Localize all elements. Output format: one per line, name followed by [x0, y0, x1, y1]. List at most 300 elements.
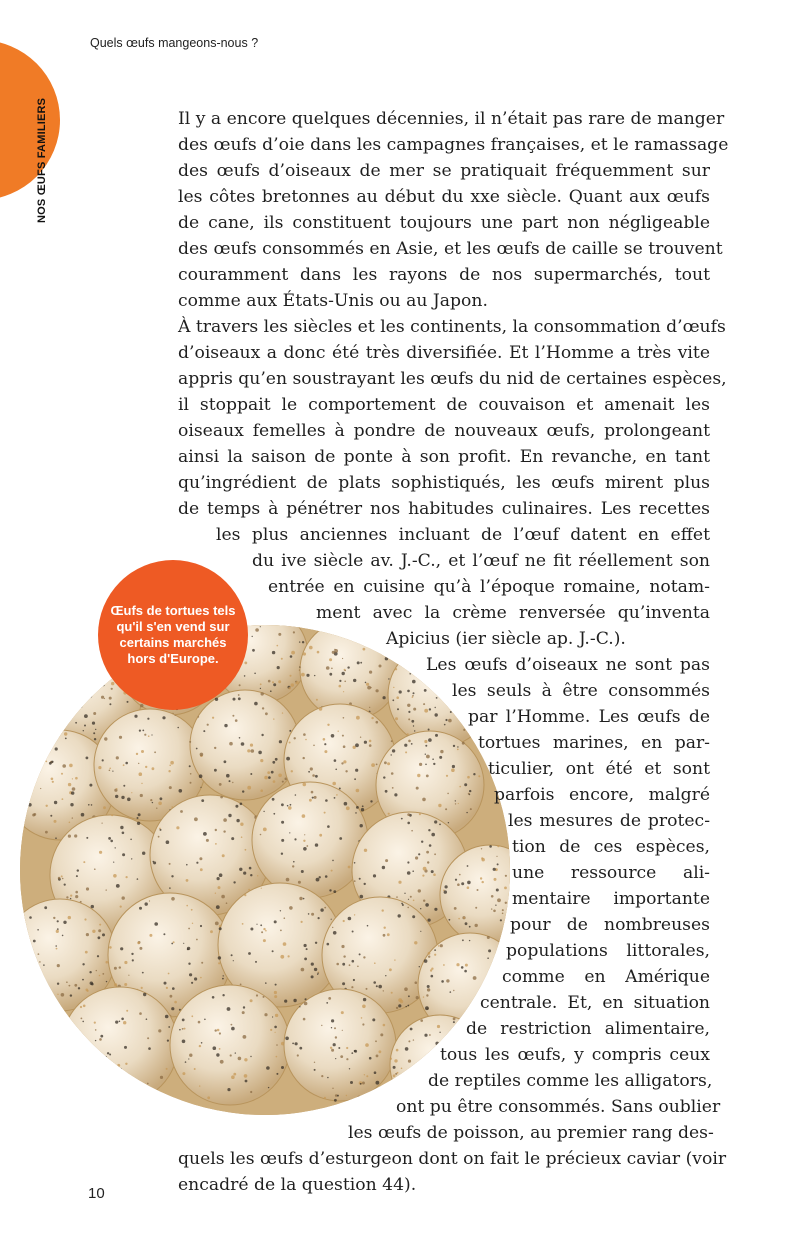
sand-grain: [341, 1011, 344, 1014]
sand-grain: [39, 961, 41, 963]
sand-grain: [407, 907, 409, 909]
sand-grain: [64, 725, 66, 727]
sand-grain: [272, 651, 275, 654]
sand-grain: [291, 770, 293, 772]
sand-grain: [320, 908, 323, 911]
sand-grain: [419, 763, 422, 766]
sand-grain: [249, 867, 252, 870]
sand-grain: [232, 782, 233, 783]
sand-grain: [57, 983, 59, 985]
sand-grain: [360, 662, 362, 664]
sand-grain: [81, 1018, 83, 1020]
sand-grain: [419, 1074, 420, 1075]
sand-grain: [303, 840, 305, 842]
sand-grain: [339, 685, 342, 688]
sand-grain: [404, 744, 407, 747]
sand-grain: [355, 769, 358, 772]
body-line: tortues marines, en par-: [478, 733, 710, 753]
sand-grain: [95, 1040, 96, 1041]
sand-grain: [334, 1027, 336, 1029]
sand-grain: [277, 645, 279, 647]
body-line: tous les œufs, y compris ceux: [440, 1045, 710, 1065]
sand-grain: [148, 1047, 151, 1050]
sand-grain: [196, 748, 198, 750]
sand-grain: [194, 817, 198, 821]
sand-grain: [375, 1040, 377, 1042]
sand-grain: [41, 995, 43, 997]
sand-grain: [394, 959, 395, 960]
sand-grain: [295, 794, 297, 796]
sand-grain: [167, 1040, 169, 1042]
sand-grain: [149, 934, 152, 937]
sand-grain: [123, 1021, 126, 1024]
sand-grain: [142, 852, 145, 855]
body-line: comme en Amérique: [502, 967, 710, 987]
sand-grain: [131, 858, 132, 859]
sand-grain: [324, 750, 327, 753]
sand-grain: [116, 884, 120, 888]
sand-grain: [369, 1057, 372, 1060]
sand-grain: [263, 928, 265, 930]
sand-grain: [324, 812, 326, 814]
sand-grain: [303, 757, 305, 759]
sand-grain: [311, 963, 314, 966]
sand-grain: [372, 1018, 375, 1021]
sand-grain: [366, 683, 369, 686]
sand-grain: [342, 963, 345, 966]
sand-grain: [385, 975, 386, 976]
sand-grain: [291, 651, 295, 655]
sand-grain: [263, 828, 267, 832]
sand-grain: [106, 889, 107, 890]
sand-grain: [356, 789, 360, 793]
sand-grain: [68, 835, 71, 838]
sand-grain: [413, 708, 416, 711]
sand-grain: [200, 925, 202, 927]
sand-grain: [62, 798, 64, 800]
sand-grain: [260, 834, 262, 836]
sand-grain: [260, 688, 261, 689]
sand-grain: [364, 626, 367, 629]
sand-grain: [137, 822, 140, 825]
body-line: les œufs de poisson, au premier rang des-: [348, 1123, 714, 1143]
sand-grain: [53, 917, 55, 919]
sand-grain: [75, 891, 78, 894]
sand-grain: [334, 1099, 337, 1102]
sand-grain: [22, 796, 24, 798]
sand-grain: [294, 737, 296, 739]
sand-grain: [445, 719, 447, 721]
sand-grain: [240, 984, 242, 986]
sand-grain: [278, 633, 281, 636]
sand-grain: [177, 727, 179, 729]
sand-grain: [144, 734, 146, 736]
sand-grain: [55, 837, 57, 839]
sand-grain: [481, 857, 483, 859]
sand-grain: [250, 773, 252, 775]
sand-grain: [281, 658, 283, 660]
sand-grain: [469, 926, 471, 928]
sand-grain: [56, 948, 58, 950]
sand-grain: [192, 923, 193, 924]
sand-grain: [356, 716, 360, 720]
sand-grain: [361, 808, 364, 811]
sand-grain: [314, 1062, 315, 1063]
sand-grain: [311, 975, 314, 978]
sand-grain: [239, 868, 242, 871]
sand-grain: [229, 780, 231, 782]
sand-grain: [294, 838, 296, 840]
sand-grain: [440, 693, 443, 696]
sand-grain: [288, 806, 292, 810]
sand-grain: [85, 951, 88, 954]
sand-grain: [141, 750, 144, 753]
sand-grain: [366, 638, 368, 640]
sand-grain: [86, 837, 88, 839]
sand-grain: [414, 941, 417, 944]
sand-grain: [215, 893, 216, 894]
sand-grain: [417, 774, 420, 777]
body-line: ainsi la saison de ponte à son profit. En revanche, en tant: [178, 447, 710, 467]
sand-grain: [439, 1032, 440, 1033]
sand-grain: [444, 890, 447, 893]
body-line: du ive siècle av. J.-C., et l’œuf ne fit réellement son: [252, 551, 710, 571]
sand-grain: [349, 1068, 350, 1069]
sand-grain: [79, 1042, 81, 1044]
sand-grain: [126, 1010, 128, 1012]
sand-grain: [474, 1005, 478, 1009]
sand-grain: [360, 824, 363, 827]
sand-grain: [163, 933, 165, 935]
sand-grain: [119, 736, 122, 739]
sand-grain: [122, 853, 125, 856]
sand-grain: [127, 701, 129, 703]
sand-grain: [351, 986, 353, 988]
sand-grain: [303, 652, 306, 655]
turtle-egg: [284, 989, 396, 1101]
sand-grain: [268, 1087, 269, 1088]
sand-grain: [146, 1018, 148, 1020]
sand-grain: [385, 859, 388, 862]
sand-grain: [360, 737, 361, 738]
body-line: les côtes bretonnes au début du xxe siècle. Quant aux œufs: [178, 187, 710, 207]
sand-grain: [278, 774, 282, 778]
sand-grain: [111, 682, 114, 685]
sand-grain: [260, 789, 263, 792]
body-line: mentaire importante: [512, 889, 710, 909]
sand-grain: [44, 906, 47, 909]
sand-grain: [411, 663, 415, 667]
running-head: Quels œufs mangeons-nous ?: [90, 36, 259, 50]
sand-grain: [272, 798, 275, 801]
sand-grain: [362, 805, 364, 807]
sand-grain: [72, 787, 76, 791]
sand-grain: [343, 691, 344, 692]
sand-grain: [166, 1068, 168, 1070]
sand-grain: [176, 826, 179, 829]
sand-grain: [82, 1021, 84, 1023]
sand-grain: [497, 863, 499, 865]
sand-grain: [424, 709, 428, 713]
sand-grain: [100, 675, 102, 677]
sand-grain: [395, 717, 398, 720]
sand-grain: [247, 749, 250, 752]
sand-grain: [431, 968, 433, 970]
sand-grain: [84, 725, 86, 727]
sand-grain: [194, 1068, 196, 1070]
sand-grain: [306, 948, 308, 950]
sand-grain: [453, 990, 454, 991]
sand-grain: [255, 628, 259, 632]
sand-grain: [445, 885, 448, 888]
sand-grain: [61, 674, 63, 676]
sand-grain: [354, 914, 355, 915]
sand-grain: [353, 979, 355, 981]
sand-grain: [144, 1087, 146, 1089]
body-line: populations littorales,: [506, 941, 710, 961]
sand-grain: [426, 851, 429, 854]
sand-grain: [411, 720, 414, 723]
sand-grain: [451, 768, 455, 772]
sand-grain: [218, 956, 221, 959]
sand-grain: [116, 756, 119, 759]
sand-grain: [267, 771, 270, 774]
body-line: pour de nombreuses: [510, 915, 710, 935]
sand-grain: [191, 1015, 193, 1017]
sand-grain: [425, 1006, 429, 1010]
sand-grain: [236, 819, 239, 822]
sand-grain: [455, 879, 457, 881]
sand-grain: [80, 675, 82, 677]
sand-grain: [250, 744, 253, 747]
sand-grain: [349, 964, 351, 966]
sand-grain: [344, 802, 348, 806]
sand-grain: [391, 754, 392, 755]
sand-grain: [188, 963, 190, 965]
sand-grain: [72, 778, 73, 779]
sand-grain: [410, 896, 412, 898]
sand-grain: [439, 824, 441, 826]
sand-grain: [284, 1000, 287, 1003]
sand-grain: [364, 883, 366, 885]
sand-grain: [453, 1021, 455, 1023]
sand-grain: [69, 764, 73, 768]
sand-grain: [408, 995, 410, 997]
sand-grain: [331, 1049, 334, 1052]
sand-grain: [138, 813, 141, 816]
sand-grain: [428, 729, 430, 731]
sand-grain: [235, 805, 238, 808]
sand-grain: [407, 822, 410, 825]
sand-grain: [342, 1030, 343, 1031]
sand-grain: [123, 785, 125, 787]
sand-grain: [86, 887, 89, 890]
sand-grain: [475, 907, 477, 909]
sand-grain: [295, 1042, 298, 1045]
sand-grain: [447, 793, 449, 795]
sand-grain: [387, 933, 390, 936]
body-line: Les œufs d’oiseaux ne sont pas: [426, 655, 710, 675]
sand-grain: [448, 719, 452, 723]
sand-grain: [505, 902, 507, 904]
sand-grain: [365, 1043, 369, 1047]
sand-grain: [108, 837, 111, 840]
sand-grain: [280, 930, 282, 932]
sand-grain: [57, 920, 59, 922]
sand-grain: [281, 839, 284, 842]
sand-grain: [321, 1075, 323, 1077]
sand-grain: [440, 944, 443, 947]
sand-grain: [188, 1058, 189, 1059]
sand-grain: [428, 919, 431, 922]
sand-grain: [438, 804, 441, 807]
sand-grain: [88, 804, 90, 806]
sand-grain: [305, 739, 307, 741]
sand-grain: [401, 818, 403, 820]
sand-grain: [199, 857, 202, 860]
sand-grain: [250, 1056, 251, 1057]
sand-grain: [264, 776, 268, 780]
sand-grain: [385, 790, 388, 793]
sand-grain: [99, 975, 101, 977]
sand-grain: [413, 900, 415, 902]
sand-grain: [184, 1028, 186, 1030]
sand-grain: [168, 770, 170, 772]
body-line: ticulier, ont été et sont: [488, 759, 710, 779]
sand-grain: [340, 1055, 343, 1058]
sand-grain: [86, 933, 89, 936]
sand-grain: [65, 708, 68, 711]
sand-grain: [407, 813, 410, 816]
sand-grain: [219, 873, 223, 877]
sand-grain: [290, 675, 292, 677]
sand-grain: [55, 747, 58, 750]
sand-grain: [299, 641, 300, 642]
sand-grain: [488, 949, 491, 952]
sand-grain: [137, 942, 140, 945]
sand-grain: [412, 695, 414, 697]
sand-grain: [363, 998, 366, 1001]
sand-grain: [334, 797, 336, 799]
sand-grain: [43, 964, 45, 966]
sand-grain: [201, 799, 204, 802]
sand-grain: [139, 1083, 143, 1087]
sand-grain: [139, 907, 142, 910]
sand-grain: [160, 797, 163, 800]
sand-grain: [318, 917, 320, 919]
sand-grain: [344, 670, 346, 672]
sand-grain: [230, 1054, 232, 1056]
sand-grain: [343, 717, 345, 719]
sand-grain: [329, 889, 331, 891]
sand-grain: [171, 1007, 174, 1010]
sand-grain: [128, 975, 129, 976]
sand-grain: [186, 879, 189, 882]
body-line: il stoppait le comportement de couvaison et amenait les: [178, 395, 710, 415]
sand-grain: [275, 1014, 278, 1017]
sand-grain: [120, 906, 122, 908]
body-line: couramment dans les rayons de nos supermarchés, tout: [178, 265, 710, 285]
sand-grain: [109, 1054, 111, 1056]
sand-grain: [429, 1034, 431, 1036]
sand-grain: [336, 963, 339, 966]
sand-grain: [437, 1025, 440, 1028]
sand-grain: [469, 790, 471, 792]
sand-grain: [66, 981, 68, 983]
sand-grain: [119, 1021, 121, 1023]
sand-grain: [284, 917, 286, 919]
sand-grain: [89, 695, 92, 698]
sand-grain: [367, 925, 369, 927]
sand-grain: [434, 954, 436, 956]
sand-grain: [364, 849, 367, 852]
sand-grain: [407, 704, 410, 707]
sand-grain: [75, 895, 78, 898]
body-line: oiseaux femelles à pondre de nouveaux œufs, prolongeant: [178, 421, 710, 441]
sand-grain: [240, 823, 243, 826]
sand-grain: [55, 708, 57, 710]
sand-grain: [102, 973, 104, 975]
sand-grain: [222, 978, 224, 980]
sand-grain: [149, 900, 150, 901]
sand-grain: [57, 994, 58, 995]
sand-grain: [434, 908, 437, 911]
sand-grain: [388, 678, 389, 679]
sand-grain: [335, 769, 337, 771]
sand-grain: [299, 1047, 302, 1050]
sand-grain: [266, 1066, 270, 1070]
sand-grain: [56, 681, 58, 683]
sand-grain: [226, 774, 230, 778]
sand-grain: [45, 831, 48, 834]
sand-grain: [286, 757, 290, 761]
sand-grain: [75, 777, 78, 780]
sand-grain: [473, 976, 477, 980]
sand-grain: [306, 674, 309, 677]
sand-grain: [491, 908, 492, 909]
sand-grain: [289, 832, 290, 833]
sand-grain: [231, 1027, 235, 1031]
body-line: centrale. Et, en situation: [480, 993, 710, 1013]
sand-grain: [452, 765, 455, 768]
sand-grain: [402, 904, 404, 906]
sand-grain: [425, 764, 427, 766]
sand-grain: [219, 1032, 221, 1034]
sand-grain: [496, 889, 499, 892]
sand-grain: [218, 962, 220, 964]
sand-grain: [49, 762, 52, 765]
sand-grain: [413, 692, 415, 694]
sand-grain: [274, 995, 277, 998]
sand-grain: [219, 927, 222, 930]
sand-grain: [242, 923, 244, 925]
sand-grain: [418, 853, 420, 855]
sand-grain: [348, 866, 351, 869]
sand-grain: [467, 776, 470, 779]
sand-grain: [76, 875, 78, 877]
sand-grain: [263, 996, 265, 998]
sand-grain: [245, 1080, 248, 1083]
sand-grain: [276, 1056, 278, 1058]
sand-grain: [459, 874, 461, 876]
sand-grain: [339, 788, 341, 790]
sand-grain: [223, 830, 225, 832]
sand-grain: [199, 1045, 201, 1047]
sand-grain: [280, 955, 284, 959]
sand-grain: [238, 697, 241, 700]
sand-grain: [102, 823, 103, 824]
sand-grain: [216, 905, 220, 909]
